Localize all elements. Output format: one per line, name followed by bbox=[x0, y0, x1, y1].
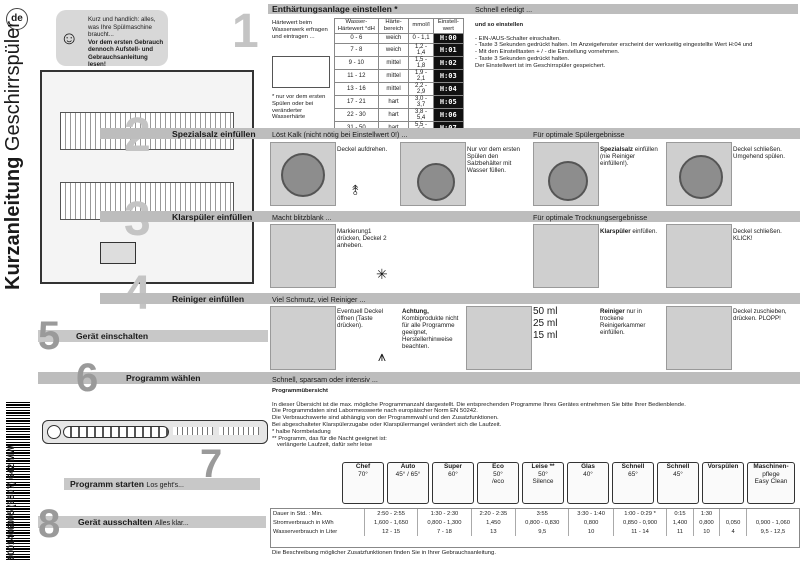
sidebar bbox=[0, 0, 34, 567]
section4-left-sub: Viel Schmutz, viel Reiniger ... bbox=[272, 295, 366, 304]
document-title bbox=[2, 21, 25, 290]
program-temp: 65° bbox=[628, 470, 638, 478]
start-buttons[interactable] bbox=[219, 427, 259, 435]
program-name: Chef bbox=[355, 463, 371, 470]
caption-warning-bold: Achtung, bbox=[402, 308, 429, 315]
program-name: Super bbox=[443, 463, 463, 470]
water-arrow-icon: ⥉ bbox=[352, 182, 359, 198]
caption-fill-rinse bbox=[600, 228, 660, 235]
dose-25: 25 ml bbox=[533, 318, 558, 329]
caption-open-detergent: Eventuell Deckel öffnen (Taste drücken). bbox=[337, 308, 384, 329]
cell: 7 - 18 bbox=[418, 527, 471, 536]
step7-label: Programm starten bbox=[70, 479, 145, 489]
consumption-table-box bbox=[270, 508, 800, 548]
cell: mittel bbox=[378, 57, 409, 70]
cell: 0,800 bbox=[693, 518, 720, 527]
dose-50: 50 ml bbox=[533, 306, 558, 317]
program-icon: Easy Clean bbox=[754, 478, 788, 485]
photo-fill-water bbox=[400, 142, 466, 206]
cell: 1:30 - 2:30 bbox=[418, 509, 471, 518]
caption-open-cap: Deckel aufdrehen. bbox=[337, 146, 388, 153]
lcd-value: H:02 bbox=[433, 57, 463, 70]
row-label: Dauer in Std. : Min. bbox=[273, 510, 323, 517]
overview-line-2: Die Programmdaten sind Labormesswerte nach europäischer Norm EN 50242. bbox=[272, 408, 478, 415]
step-number-5: 5 bbox=[38, 314, 61, 358]
cell: 4 bbox=[720, 527, 747, 536]
lcd-value: H:05 bbox=[433, 96, 463, 109]
caption-warning-text: Kombiprodukte nicht für alle Programme geeignet, Herstellerhinweise beachten. bbox=[402, 315, 459, 350]
cell: 7 - 8 bbox=[335, 44, 379, 57]
caption-salt-text: einfüllen (nie Reiniger einfüllen!). bbox=[600, 146, 658, 167]
cell: 12 - 15 bbox=[364, 527, 417, 536]
step-number-7: 7 bbox=[200, 442, 223, 486]
section1-footnote: * nur vor dem ersten Spülen oder bei veränderter Wasserhärte bbox=[272, 94, 326, 121]
cell: 0:15 bbox=[667, 509, 694, 518]
program-temp: 50° bbox=[493, 470, 503, 478]
table-row bbox=[335, 83, 464, 96]
caption-detergent-text: nur in trockene Reinigerkammer einfüllen. bbox=[600, 308, 646, 336]
program-name: Glas bbox=[581, 463, 595, 470]
program-chef bbox=[342, 462, 384, 504]
cell: 1,2 - 1,4 bbox=[409, 44, 433, 57]
cell: 3:30 - 1:40 bbox=[569, 509, 614, 518]
cell: hart bbox=[378, 109, 409, 122]
intro-note bbox=[56, 10, 168, 66]
program-temp: 45° / 65° bbox=[395, 470, 421, 478]
col-hardness: Wasser-Härtewert °dH bbox=[335, 19, 379, 34]
step-number-8: 8 bbox=[38, 502, 61, 546]
program-maschinenpflege bbox=[747, 462, 795, 504]
hardness-table-header bbox=[335, 19, 464, 34]
dose-15: 15 ml bbox=[533, 330, 558, 341]
lcd-value: H:03 bbox=[433, 70, 463, 83]
cell: 3,0 - 3,7 bbox=[409, 96, 433, 109]
cell: 1,600 - 1,650 bbox=[364, 518, 417, 527]
table-row bbox=[335, 96, 464, 109]
caption-rinse-bold: Klarspüler bbox=[600, 228, 631, 235]
step8-sub: Alles klar... bbox=[154, 520, 189, 527]
step5-bar bbox=[38, 330, 268, 342]
program-temp: 60° bbox=[448, 470, 458, 478]
note-warning: Vor dem ersten Gebrauch dennoch Aufstell- und Gebrauchsanleitung lesen! bbox=[88, 38, 164, 68]
program-vorspuelen bbox=[702, 462, 744, 504]
cell: 2:50 - 2:55 bbox=[364, 509, 417, 518]
caption-close-rinse: Deckel schließen. KLICK! bbox=[733, 228, 782, 242]
step7-sub: Los geht's... bbox=[146, 482, 184, 489]
program-buttons[interactable] bbox=[63, 426, 169, 438]
table-row bbox=[271, 527, 799, 536]
cell: 9 - 10 bbox=[335, 57, 379, 70]
cell: 3:55 bbox=[516, 509, 569, 518]
program-glas bbox=[567, 462, 609, 504]
row-label: Wasserverbrauch in Liter bbox=[273, 528, 338, 535]
smiley-icon: ☺ bbox=[60, 28, 79, 48]
note-text: Kurz und handlich: alles, was Ihre Spülmaschine braucht... bbox=[88, 16, 156, 38]
section3-title: Klarspüler einfüllen bbox=[172, 212, 253, 222]
cell: 17 - 21 bbox=[335, 96, 379, 109]
cell: weich bbox=[378, 33, 409, 44]
photo-close-rinse-lid bbox=[666, 224, 732, 288]
overview-line-3: Die Verbrauchswerte sind abhängig von der Programmwahl und den Zusatzfunktionen. bbox=[272, 415, 499, 422]
cell: 11 - 14 bbox=[613, 527, 666, 536]
photo-open-salt-cap bbox=[270, 142, 336, 206]
program-eco bbox=[477, 462, 519, 504]
setting-line-3: - Mit den Einstelltasten + / - die Einstellung vornehmen. bbox=[475, 49, 620, 56]
program-super bbox=[432, 462, 474, 504]
barcode-number: 9001406005 (9807) 642 MW bbox=[6, 445, 16, 560]
step-number-1: 1 bbox=[232, 5, 259, 58]
dishwasher-illustration bbox=[40, 70, 254, 284]
cell: 10 bbox=[693, 527, 720, 536]
program-name: Leise ** bbox=[531, 463, 555, 470]
cell: 0,800 - 0,830 bbox=[516, 518, 569, 527]
program-schnell-45 bbox=[657, 462, 699, 504]
hardness-table bbox=[334, 18, 464, 135]
program-overview bbox=[272, 388, 798, 449]
table-row bbox=[335, 70, 464, 83]
step6-label: Programm wählen bbox=[126, 373, 201, 383]
cell: 0,800 - 1,300 bbox=[418, 518, 471, 527]
footer-note: Die Beschreibung möglicher Zusatzfunktionen finden Sie in Ihrer Gebrauchsanleitung. bbox=[272, 550, 496, 556]
step5-label: Gerät einschalten bbox=[76, 331, 149, 341]
setting-instructions bbox=[475, 22, 795, 70]
overview-line-1: In dieser Übersicht ist die max. mögliche Programmanzahl dargestellt. Die entsprechenden Programme Ihres Gerätes entnehmen Sie bitte Ihrer Bedienblende. bbox=[272, 401, 686, 408]
col-mmol: mmol/l bbox=[409, 19, 433, 34]
setting-saved: Der Einstellwert ist im Geschirrspüler gespeichert. bbox=[475, 62, 606, 69]
sparkle-icon: ✳ bbox=[376, 266, 388, 282]
table-row bbox=[335, 33, 464, 44]
control-panel bbox=[42, 420, 268, 444]
table-row bbox=[335, 57, 464, 70]
lcd-value: H:06 bbox=[433, 109, 463, 122]
program-leise bbox=[522, 462, 564, 504]
cell: weich bbox=[378, 44, 409, 57]
caption-rinse-lid: Markierung1 drücken, Deckel 2 anheben. bbox=[337, 228, 387, 249]
program-name: Vorspülen bbox=[707, 463, 739, 470]
section1-right-title: Schnell erledigt ... bbox=[475, 5, 533, 14]
program-temp: 40° bbox=[583, 470, 593, 478]
step8-label: Gerät ausschalten bbox=[78, 517, 153, 527]
cell: 9,5 - 12,5 bbox=[746, 527, 799, 536]
cell: 5,5 - bbox=[409, 122, 433, 135]
photo-close-detergent bbox=[666, 306, 732, 370]
dose-markings bbox=[533, 306, 597, 346]
step-number-6: 6 bbox=[76, 356, 99, 400]
overview-note-1: * halbe Normbeladung bbox=[272, 428, 331, 435]
cell: 11 bbox=[667, 527, 694, 536]
program-temp: 50° bbox=[538, 470, 548, 478]
step6-sub: Schnell, sparsam oder intensiv ... bbox=[272, 375, 378, 384]
setting-line-1: - EIN-/AUS-Schalter einschalten. bbox=[475, 35, 561, 42]
cell: 0,050 bbox=[720, 518, 747, 527]
cell: 10 bbox=[569, 527, 614, 536]
cell: 1,450 bbox=[471, 518, 516, 527]
section1-title: Enthärtungsanlage einstellen * bbox=[272, 4, 398, 14]
lcd-value: H:01 bbox=[433, 44, 463, 57]
overview-title: Programmübersicht bbox=[272, 388, 328, 394]
caption-rinse-text: einfüllen. bbox=[632, 228, 658, 235]
cell: 1,9 - 2,1 bbox=[409, 70, 433, 83]
splash-icon: ⩚ bbox=[378, 348, 386, 364]
setting-line-2: - Taste 3 Sekunden gedrückt halten. Im Anzeigefenster erscheint der werkseitig eingestellte Wert H:04 und bbox=[475, 42, 753, 49]
cell: 11 - 12 bbox=[335, 70, 379, 83]
cell: 22 - 30 bbox=[335, 109, 379, 122]
cell: 0,800 bbox=[569, 518, 614, 527]
caption-fill-salt bbox=[600, 146, 660, 167]
cell: 2,2 - 2,9 bbox=[409, 83, 433, 96]
section1-left-text: Härtewert beim Wasserwerk erfragen und eintragen ... bbox=[272, 20, 328, 40]
caption-fill-water: Nur vor dem ersten Spülen den Salzbehälter mit Wasser füllen. bbox=[467, 146, 520, 174]
cell: mittel bbox=[378, 83, 409, 96]
program-temp: pflege bbox=[762, 470, 780, 478]
program-schnell-65 bbox=[612, 462, 654, 504]
language-badge: de bbox=[6, 8, 28, 30]
row-label: Stromverbrauch in kWh bbox=[273, 519, 334, 526]
table-row bbox=[271, 509, 799, 518]
program-name: Eco bbox=[492, 463, 504, 470]
photo-close-salt-cap bbox=[666, 142, 732, 206]
setting-line-4: - Taste 3 Sekunden gedrückt halten. bbox=[475, 55, 570, 62]
section2-title: Spezialsalz einfüllen bbox=[172, 129, 256, 139]
lcd-value: H:00 bbox=[433, 33, 463, 44]
photo-tablet bbox=[466, 306, 532, 370]
cell: 0 - 6 bbox=[335, 33, 379, 44]
program-name: Auto bbox=[400, 463, 416, 470]
cell: 13 - 16 bbox=[335, 83, 379, 96]
section3-right-sub: Für optimale Trocknungsergebnisse bbox=[533, 213, 648, 222]
cell: hart bbox=[378, 96, 409, 109]
cell: 13 bbox=[471, 527, 516, 536]
program-name: Maschinen- bbox=[753, 463, 789, 470]
table-row bbox=[335, 109, 464, 122]
title-rest: Geschirrspüler bbox=[2, 21, 24, 152]
lcd-value: H:04 bbox=[433, 83, 463, 96]
photo-fill-salt bbox=[533, 142, 599, 206]
setting-title: und so einstellen bbox=[475, 22, 524, 28]
function-buttons[interactable] bbox=[173, 427, 213, 435]
cell: 3,8 - 5,4 bbox=[409, 109, 433, 122]
cell: 0 - 1,1 bbox=[409, 33, 433, 44]
caption-close-detergent: Deckel zuschieben, drücken. PLOPP! bbox=[733, 308, 787, 322]
program-cards bbox=[342, 462, 798, 504]
section4-title: Reiniger einfüllen bbox=[172, 294, 245, 304]
cell: 2:20 - 2:35 bbox=[471, 509, 516, 518]
caption-close-cap: Deckel schließen. Umgehend spülen. bbox=[733, 146, 785, 160]
section2-left-sub: Löst Kalk (nicht nötig bei Einstellwert 0!) ... bbox=[272, 130, 408, 139]
col-setting: Einstell-wert bbox=[433, 19, 463, 34]
cell: 1:30 bbox=[693, 509, 720, 518]
col-range: Härte-bereich bbox=[378, 19, 409, 34]
table-row bbox=[271, 518, 799, 527]
photo-open-detergent bbox=[270, 306, 336, 370]
cell: 0,850 - 0,900 bbox=[613, 518, 666, 527]
overview-line-4: Bei abgeschalteter Klarspülerzugabe oder Klarspülermangel verändert sich die Laufzeit. bbox=[272, 421, 502, 428]
title-bold: Kurzanleitung bbox=[2, 156, 24, 290]
cell: 0,900 - 1,060 bbox=[746, 518, 799, 527]
overview-note-3: verlängerte Laufzeit, dafür sehr leise bbox=[276, 442, 373, 449]
cell bbox=[746, 509, 799, 518]
caption-detergent-bold: Reiniger bbox=[600, 308, 625, 315]
program-icon: Silence bbox=[532, 478, 554, 485]
photo-rinse-aid-lid bbox=[270, 224, 336, 288]
caption-salt-bold: Spezialsalz bbox=[600, 146, 634, 153]
program-icon: /eco bbox=[491, 478, 505, 485]
photo-fill-rinse-aid bbox=[533, 224, 599, 288]
consumption-table bbox=[271, 509, 799, 536]
hardness-entry-box bbox=[272, 56, 330, 88]
program-auto bbox=[387, 462, 429, 504]
power-button[interactable] bbox=[47, 425, 61, 439]
cell: mittel bbox=[378, 70, 409, 83]
program-name: Schnell bbox=[621, 463, 645, 470]
overview-note-2: ** Programm, das für die Nacht geeignet ist: bbox=[272, 435, 387, 442]
table-row bbox=[335, 44, 464, 57]
program-temp: 45° bbox=[673, 470, 683, 478]
section2-right-sub: Für optimale Spülergebnisse bbox=[533, 130, 625, 139]
cell: 9,5 bbox=[516, 527, 569, 536]
cell bbox=[720, 509, 747, 518]
program-temp: 70° bbox=[358, 470, 368, 478]
cell: 1,5 - 1,8 bbox=[409, 57, 433, 70]
section3-left-sub: Macht blitzblank ... bbox=[272, 213, 332, 222]
program-name: Schnell bbox=[666, 463, 690, 470]
cell: 1:00 - 0:29 * bbox=[613, 509, 666, 518]
cell: 1,400 bbox=[667, 518, 694, 527]
